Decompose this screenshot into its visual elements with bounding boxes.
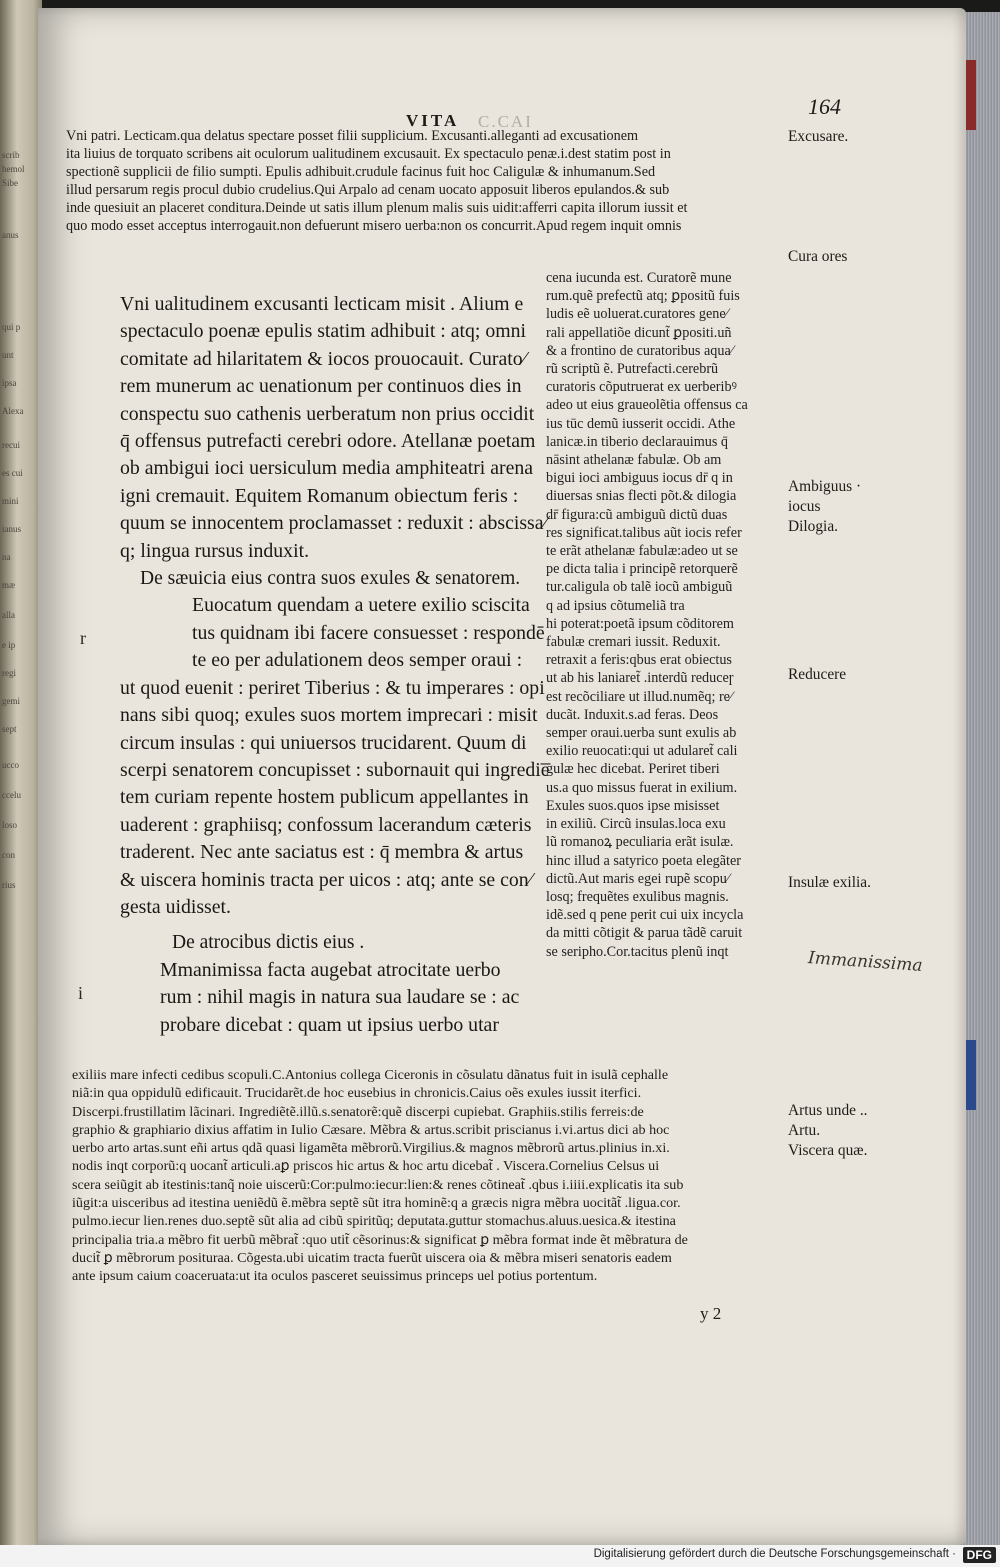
digitization-footer bbox=[0, 1545, 1000, 1567]
gloss-line: dictũ.Aut maris egei rupẽ scopu⁄ bbox=[546, 870, 730, 887]
left-page-fragment: scrib bbox=[2, 150, 20, 160]
gloss-line: tur.caligula ob talẽ iocũ ambiguũ bbox=[546, 579, 733, 596]
show-through-heading: C.CAI bbox=[478, 112, 533, 131]
left-page-fragment: sept bbox=[2, 724, 17, 734]
page-number: 164 bbox=[808, 94, 841, 119]
gloss-line: adeo ut eius graueolẽtia offensus ca bbox=[546, 397, 748, 414]
gloss-column bbox=[546, 269, 748, 961]
book-page bbox=[38, 8, 966, 1545]
left-page-fragment: rius bbox=[2, 880, 16, 890]
gloss-line: q ad ipsius cõtumeliã tra bbox=[546, 597, 685, 614]
gloss-line: us.a quo missus fuerat in exilium. bbox=[546, 779, 738, 796]
text-line: gesta uidisset. bbox=[120, 895, 231, 918]
text-line: igni cremauit. Equitem Romanum obiectum feris : bbox=[120, 484, 519, 507]
left-page-fragment: e ip bbox=[2, 640, 16, 650]
gloss-line: idẽ.sed q pene perit cui uix incycla bbox=[546, 907, 744, 924]
left-page-fragment: regi bbox=[2, 668, 16, 678]
gloss-line: & a frontino de curatoribus aqua⁄ bbox=[546, 342, 734, 359]
left-page-fragment: ianus bbox=[2, 524, 21, 534]
text-line: quum se innocentem proclamasset : reduxit : abscissa⁄ bbox=[120, 512, 547, 535]
margin-note-reducere: Reducere bbox=[788, 666, 847, 683]
commentary-line: inde quesiuit an placeret conditura.Deinde ut satis illum plenum malis suis uidit:afferri capita illorum iussit et bbox=[66, 199, 688, 216]
gloss-line: ut ab his laniaret̃ .interdũ reduceɼ bbox=[546, 670, 734, 687]
main-text bbox=[120, 291, 550, 1039]
left-page-fragment: gemi bbox=[2, 696, 20, 706]
margin-note-viscera: Viscera quæ. bbox=[788, 1142, 868, 1159]
left-page-fragment: hemol bbox=[2, 164, 25, 174]
gloss-line: bigui ioci ambiguus iocus dr̄ q in bbox=[546, 470, 733, 487]
commentary-line: ita liuius de torquato scribens ait oculorum ualitudinem excusauit. Ex spectaculo penæ.i.dest statim post in bbox=[66, 145, 671, 162]
gloss-line: se seripho.Cor.tacitus plenũ inqt bbox=[546, 943, 729, 960]
left-page-fragment: es cui bbox=[2, 468, 23, 478]
margin-note-artus-unde: Artus unde .. bbox=[788, 1102, 868, 1119]
left-page-fragment: unt bbox=[2, 350, 14, 360]
gloss-line: exilio reuocati:qui ut adularet̃ cali bbox=[546, 743, 738, 760]
left-page-fragment: Sibe bbox=[2, 178, 19, 188]
left-page-fragment: ccelu bbox=[2, 790, 21, 800]
commentary-line: ante ipsum caium coaceruata:ut ita oculos pasceret seuissimus princeps uel potius portentum. bbox=[72, 1268, 598, 1285]
commentary-line: exiliis mare infecti cedibus scopuli.C.Antonius collega Ciceronis in cõsulatu dãnatus fuit in isulã cephalle bbox=[72, 1067, 669, 1083]
margin-note-iocus: iocus bbox=[788, 498, 821, 515]
commentary-line: graphio & graphiario dixius affatim in Iulio Cæsare. Mẽbra & artus.scribit priscianus i.vi.artus dici ab hoc bbox=[72, 1121, 670, 1138]
margin-note-artu: Artu. bbox=[788, 1122, 821, 1139]
left-page-edge bbox=[0, 0, 42, 1545]
commentary-line: niã:in qua oppidulũ edificauit. Trucidarẽt.de hoc eusebius in chronicis.Caius oẽs exules iussit iterfici. bbox=[72, 1085, 642, 1102]
footer-credit: Digitalisierung gefördert durch die Deutsche Forschungsgemeinschaft · bbox=[593, 1548, 956, 1560]
gloss-line: retraxit a feris:qbus erat obiectus bbox=[546, 652, 732, 669]
gloss-line: gulæ hec dicebat. Periret tiberi bbox=[546, 761, 720, 778]
left-page-fragment: mæ bbox=[2, 580, 16, 590]
margin-note-insulae: Insulæ exilia. bbox=[788, 874, 871, 891]
running-head: VITA bbox=[406, 111, 460, 130]
commentary-line: spectionẽ supplicii de filio sumpti. Epulis adhibuit.crudule facinus fuit hoc Caligulæ & inhumanum.Sed bbox=[66, 163, 656, 180]
text-line: te eo per adulationem deos semper oraui : bbox=[192, 649, 523, 672]
text-line: ut quod euenit : periret Tiberius : & tu imperares : opi bbox=[120, 676, 545, 699]
gloss-line: lanicæ.in tiberio declarauimus q̄ bbox=[546, 433, 729, 450]
gloss-line: hinc illud a satyrico poeta elegãter bbox=[546, 852, 741, 869]
guide-letter-i: i bbox=[78, 983, 84, 1003]
text-line: uaderent : graphiisq; confossum lacerandum cæteris bbox=[120, 813, 532, 836]
gloss-line: te erãt athelanæ fabulæ:adeo ut se bbox=[546, 543, 738, 560]
text-line: probare dicebat : quam ut ipsius uerbo utar bbox=[160, 1013, 499, 1036]
commentary-top bbox=[66, 128, 688, 235]
text-line: scerpi senatorem concupisset : subornauit qui ingredie̅ bbox=[120, 758, 550, 781]
section-heading: De atrocibus dictis eius . bbox=[172, 932, 365, 954]
text-line: comitate ad hilaritatem & iocos prouocauit. Curato⁄ bbox=[120, 347, 526, 370]
commentary-line: nodis inqt corporũ:q uocant̃ articuli.aꝑ priscos hic artus & hoc artu dicebat̃ . Viscera.Cornelius Celsus ui bbox=[72, 1158, 660, 1175]
commentary-line: Discerpi.frustillatim lãcinari. Ingrediẽtẽ.illũ.s.senatorẽ:quẽ discerpi cupiebat. Graphiis.stilis ferreis:de bbox=[72, 1103, 644, 1120]
text-line: rum : nihil magis in natura sua laudare se : ac bbox=[160, 986, 520, 1009]
left-page-fragment: alla bbox=[2, 610, 15, 620]
left-page-fragment: loso bbox=[2, 820, 18, 830]
gloss-line: hi poterat:poetã ipsum cõditorem bbox=[546, 615, 734, 632]
section-heading: De sæuicia eius contra suos exules & senatorem. bbox=[140, 568, 521, 590]
margin-note-excusare: Excusare. bbox=[788, 128, 849, 145]
text-line: Euocatum quendam a uetere exilio sciscita bbox=[192, 594, 530, 617]
gloss-line: rali appellatiõe dicunt̃ ꝑpositi.uñ bbox=[546, 324, 732, 341]
margin-note-ambiguus: Ambiguus · bbox=[788, 478, 862, 495]
gloss-line: ducãt. Induxit.s.ad feras. Deos bbox=[546, 706, 719, 723]
commentary-line: principalia tria.a mẽbro fit uerbũ mẽbrat̃ :quo utit̃ cẽsorinus:& significat ꝑ mẽbra format inde ẽt mẽbratura de bbox=[72, 1231, 688, 1248]
gloss-line: rum.quẽ prefectũ atq; ꝑpositũ fuis bbox=[546, 288, 740, 305]
left-page-fragment: mini bbox=[2, 496, 19, 506]
text-line: q; lingua rursus induxit. bbox=[120, 539, 310, 562]
commentary-line: uerbo arto artas.sunt eñi artus qdã quasi ligamẽta mẽbrorũ.Virgilius.& magnos mẽbrorũ artus.plinius in.xi. bbox=[72, 1140, 670, 1157]
text-line: nans sibi quoq; exules suos mortem imprecari : misit bbox=[120, 704, 538, 727]
gloss-line: losq; frequẽtes exulibus magnis. bbox=[546, 888, 729, 905]
gloss-line: res significat.talibus aũt iocis refer bbox=[546, 524, 742, 541]
gloss-line: ius tūc demũ iusserit occidi. Athe bbox=[546, 415, 736, 432]
left-page-fragment: anus bbox=[2, 230, 19, 240]
guide-letter-r: r bbox=[80, 628, 86, 648]
signature-mark: y 2 bbox=[700, 1304, 722, 1323]
gloss-line: rũ scriptũ ẽ. Putrefacti.cerebrũ bbox=[546, 361, 719, 378]
text-line: ob ambigui ioci uersiculum media amphiteatri arena bbox=[120, 457, 534, 480]
commentary-line: ducit̃ ꝑ mẽbrorum posituraa. Cõgesta.ubi uicatim tracta fuerũt uiscera oia & mẽbra miseri senatoris eadem bbox=[72, 1249, 672, 1266]
gloss-line: dr̄ figura:cũ ambiguũ dictũ duas bbox=[546, 506, 728, 523]
commentary-bottom bbox=[72, 1066, 688, 1286]
handwritten-annotation: Immanissima bbox=[807, 948, 924, 976]
gloss-line: diuersas snias flecti põt.& dilogia bbox=[546, 488, 737, 505]
commentary-line: pulmo.iecur lien.renes duo.septẽ sũt alia ad cibũ spiritũq; deputata.guttur stomachus.aluus.uesica.& itestina bbox=[72, 1213, 676, 1230]
margin-note-dilogia: Dilogia. bbox=[788, 518, 839, 535]
left-page-fragment: con bbox=[2, 850, 15, 860]
text-line: q̄ offensus putrefacti cerebri odore. Atellanæ poetam bbox=[120, 430, 536, 453]
gloss-line: pe dicta talia i principẽ retorquerẽ bbox=[546, 561, 738, 578]
page-fore-edge bbox=[962, 12, 1000, 1545]
text-line: conspectu suo cathenis uerberatum non prius occidit bbox=[120, 402, 535, 425]
text-line: Mmanimissa facta augebat atrocitate uerbo bbox=[160, 958, 501, 981]
left-page-fragment: recui bbox=[2, 440, 20, 450]
commentary-line: Vni patri. Lecticam.qua delatus spectare posset filii supplicium. Excusanti.alleganti ad excusationem bbox=[66, 128, 639, 144]
text-line: circum insulas : qui uniuersos trucidarent. Quum di bbox=[120, 731, 527, 754]
left-page-fragment: ucco bbox=[2, 760, 19, 770]
left-page-fragment: na bbox=[2, 552, 11, 562]
gloss-line: est recõciliare ut illud.numẽq; re⁄ bbox=[546, 688, 733, 705]
commentary-line: scera seiũgit ab itestinis:tanq̃ noie uiscerũ:Cor:pulmo:iecur:lien:& renes cõtineat̃ .qbus i.iiii.explicatis ita sub bbox=[72, 1176, 684, 1193]
gloss-line: ludis eẽ uoluerat.curatores gene⁄ bbox=[546, 306, 728, 323]
text-line: Vni ualitudinem excusanti lecticam misit . Alium e bbox=[120, 293, 524, 315]
text-line: rem munerum ac uenationum per continuos dies in bbox=[120, 375, 522, 398]
gloss-line: da mitti cõtigit & parua tãdẽ caruit bbox=[546, 925, 743, 942]
left-page-fragment: Alexa bbox=[2, 406, 24, 416]
gloss-line: in exiliũ. Circũ insulas.loca exu bbox=[546, 816, 726, 833]
commentary-line: illud persarum regis procul dubio crudelius.Qui Arpalo ad cenam uocato apposuit liberos epulandos.& sub bbox=[66, 181, 670, 198]
left-page-fragment: ipsa bbox=[2, 378, 17, 388]
left-page-fragment: qui p bbox=[2, 322, 21, 332]
text-line: tus quidnam ibi facere consuesset : respondē bbox=[192, 621, 545, 644]
gloss-line: Exules suos.quos ipse misisset bbox=[546, 797, 720, 814]
margin-note-curatores: Cura ores bbox=[788, 248, 848, 265]
text-line: spectaculo poenæ epulis statim adhibuit : atq; omni bbox=[120, 320, 526, 343]
text-line: & uiscera hominis tracta per uicos : atq; ante se con⁄ bbox=[120, 868, 532, 891]
gloss-line: curatoris cõputruerat ex uerberibꝰ bbox=[546, 379, 737, 396]
commentary-line: quo modo esset acceptus interrogauit.non defuerunt misero uerba:non os concurrit.Apud regem inquit omnis bbox=[66, 217, 682, 234]
commentary-line: iũgit:a uisceribus ad itestina ueniẽdũ ẽ.mẽbra septẽ sũt itra hominẽ:q a græcis nigra mẽbra uocitãt̃ .ligua.cor. bbox=[72, 1195, 681, 1212]
gloss-line: lũ romanoꝝ peculiaria erãt isulæ. bbox=[546, 834, 734, 851]
gloss-line: nāsint athelanæ fabulæ. Ob am bbox=[546, 452, 722, 469]
text-line: traderent. Nec ante saciatus est : q̄ membra & artus bbox=[120, 841, 524, 864]
gloss-line: semper oraui.uerba sunt exulis ab bbox=[546, 725, 737, 742]
text-line: tem curiam repente hostem publicum appellantes in bbox=[120, 786, 529, 809]
gloss-line: cena iucunda est. Curatorẽ mune bbox=[546, 270, 732, 286]
gloss-line: fabulæ cremari iussit. Reduxit. bbox=[546, 634, 721, 651]
dfg-logo: DFG bbox=[963, 1547, 996, 1563]
